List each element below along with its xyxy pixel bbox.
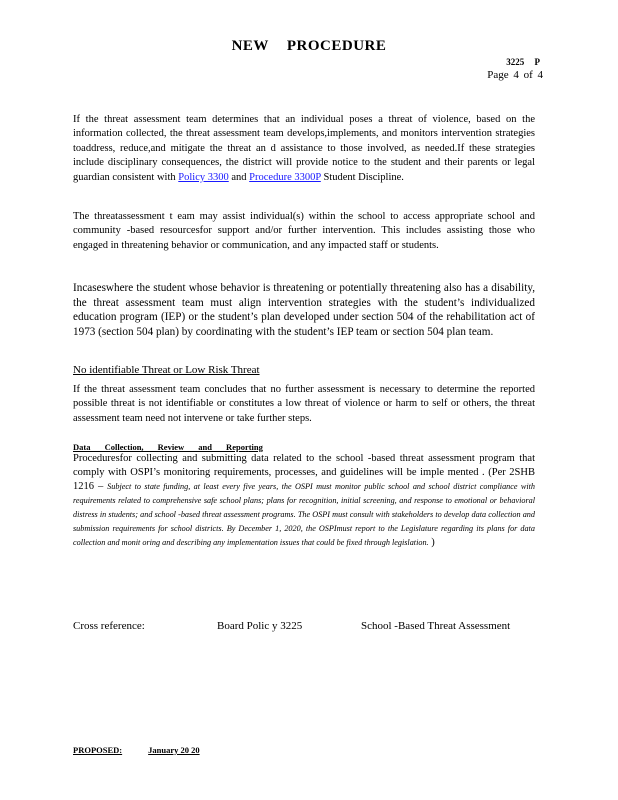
no-threat-heading-text: No identifiable Threat or Low Risk Threat (73, 364, 260, 376)
paragraph-text: Student Discipline. (320, 171, 404, 183)
no-threat-heading (73, 364, 260, 376)
cross-reference-policy: Board Polic y 3225 (217, 620, 303, 632)
paragraph-text: and (228, 171, 250, 183)
paragraph-no-threat: If the threat assessment team concludes that no further assessment is necessary to determine the reported possible threat is not identifiable or constitutes a low threat of violence or harm to self or others, the threat assessment team need not intervene or take further steps. (73, 384, 535, 424)
data-collection-text: Proceduresfor collecting and submitting data related to the school -based threat assessment program that comply with OSPI’s monitoring requirements, processes, and guidelines will be imple mented . (Per 2SHB 1216 – (73, 453, 535, 492)
data-collection-heading: Data Collection, Review and Reporting (73, 442, 263, 452)
paragraph-data-collection (73, 452, 535, 550)
paragraph-intervention (73, 113, 535, 185)
paragraph-disability: Incaseswhere the student whose behavior is threatening or potentially threatening also has a disability, the threat assessment team must align intervention strategies with the student’s individualized education program (IEP) or the student’s plan developed under section 504 of the rehabilitation act of 1973 (section 504 plan) by coordinating with the student’s IEP team or section 504 plan team. (73, 282, 535, 338)
legislation-note: Subject to state funding, at least every five years, the OSPI must monitor public school and school district compliance with requirements related to comprehensive safe school plans; plans for recognition, initial screening, and response to emotional or behavioral distress in students; and school -based threat assessment programs. The OSPI must consult with stakeholders to develop data collection and submission requirements for school districts. By December 1, 2020, the OSPImust report to the Legislature regarding its plans for data collection and monit oring and describing any implementation issues that could be fixed through legislation. (73, 482, 536, 547)
data-collection-close: ) (428, 537, 435, 548)
paragraph-resources: The threatassessment t eam may assist individual(s) within the school to access appropriate school and community -based resourcesfor support and/or further intervention. This includes assisting those who engaged in threatening behavior or communication, and any impacted staff or students. (73, 211, 535, 251)
page-title: NEW PROCEDURE (231, 38, 387, 54)
page-number: Page 4 of 4 (487, 69, 543, 81)
cross-reference-title: School -Based Threat Assessment (361, 620, 511, 632)
policy-3300-link[interactable]: Policy 3300 (178, 171, 229, 183)
cross-reference-label: Cross reference: (73, 620, 145, 632)
proposed-label: PROPOSED: (73, 745, 123, 755)
paragraph-text: If the threat assessment team determines that an individual poses a threat of violence, based on the information collected, the threat assessment team develops,implements, and monitors intervention strategies toaddress, reduce,and mitigate the threat an d assistance to those involved, as needed.If these strategies include disciplinary consequences, the district will provide notice to the student and their parents or legal guardian consistent with (73, 114, 535, 183)
procedure-3300p-link[interactable]: Procedure 3300P (249, 171, 321, 183)
proposed-footer (73, 745, 200, 755)
procedure-code: 3225 P (506, 57, 540, 67)
proposed-date: January 20 20 (148, 745, 200, 755)
